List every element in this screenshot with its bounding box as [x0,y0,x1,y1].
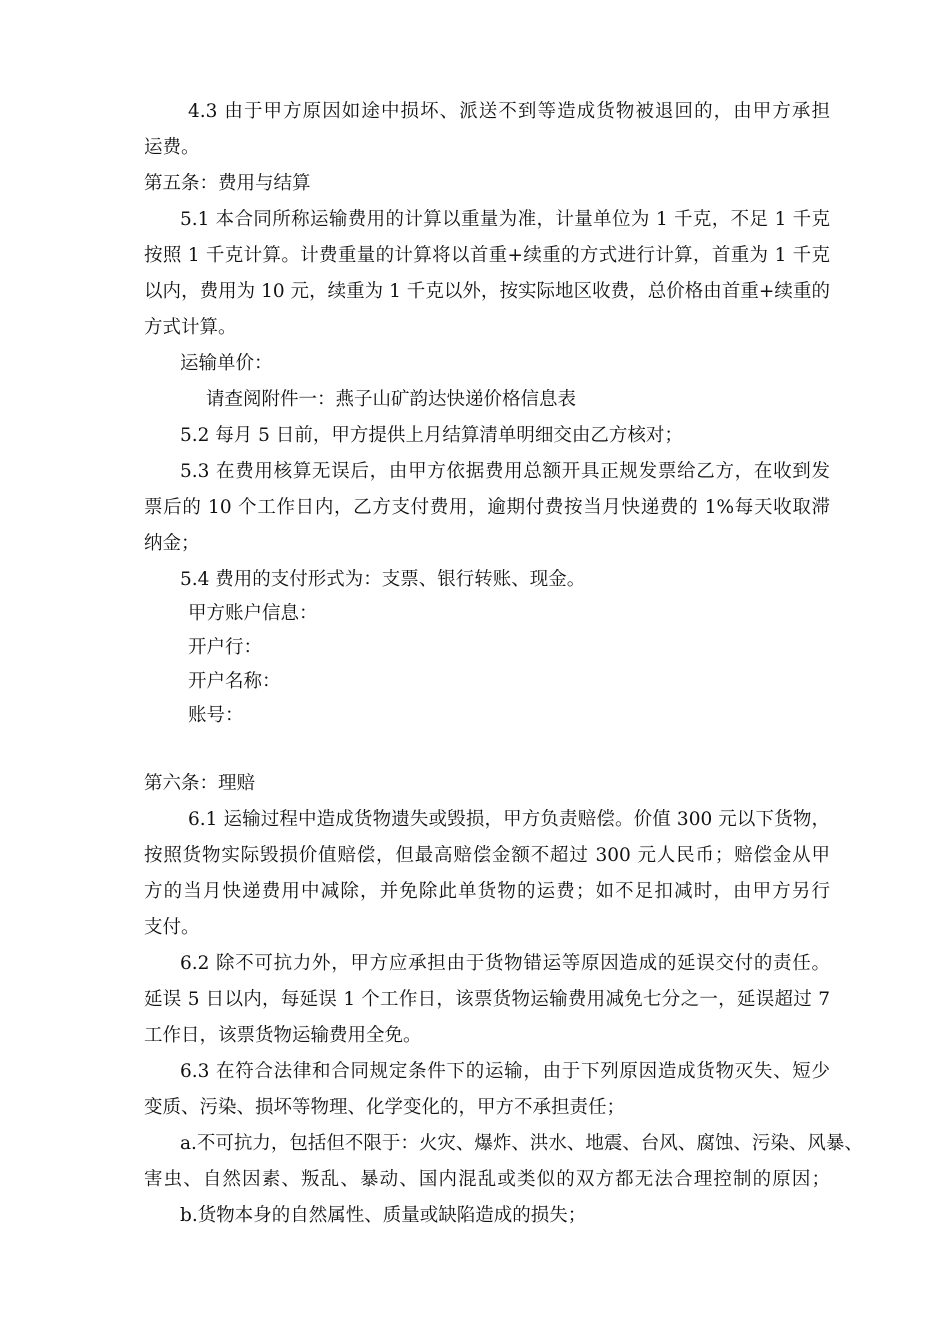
paragraph-6-1-line-3: 方的当月快递费用中减除，并免除此单货物的运费；如不足扣减时，由甲方另行 [144,881,830,902]
paragraph-5-1-line-1: 5.1 本合同所称运输费用的计算以重量为准，计量单位为 1 千克，不足 1 千克 [180,209,830,230]
unit-price-label: 运输单价： [180,353,273,374]
paragraph-5-3-line-1: 5.3 在费用核算无误后，由甲方依据费用总额开具正规发票给乙方，在收到发 [180,461,830,482]
account-info-label: 甲方账户信息： [188,603,318,624]
account-name-label: 开户名称： [188,671,281,692]
paragraph-6-2-line-1: 6.2 除不可抗力外，甲方应承担由于货物错运等原因造成的延误交付的责任。 [180,953,830,974]
bank-label: 开户行： [188,637,263,658]
paragraph-5-3-line-3: 纳金； [144,533,200,554]
attachment-reference: 请查阅附件一：燕子山矿韵达快递价格信息表 [206,389,577,410]
paragraph-6-2-line-2: 延误 5 日以内，每延误 1 个工作日，该票货物运输费用减免七分之一，延误超过 7 [144,989,830,1010]
paragraph-6-1-line-4: 支付。 [144,917,200,938]
item-b: b.货物本身的自然属性、质量或缺陷造成的损失； [180,1205,587,1226]
paragraph-5-1-line-2: 按照 1 千克计算。计费重量的计算将以首重+续重的方式进行计算，首重为 1 千克 [144,245,830,266]
paragraph-6-2-line-3: 工作日，该票货物运输费用全免。 [144,1025,422,1046]
paragraph-6-3-line-1: 6.3 在符合法律和合同规定条件下的运输，由于下列原因造成货物灭失、短少 [180,1061,830,1082]
paragraph-4-3-line-1: 4.3 由于甲方原因如途中损坏、派送不到等造成货物被退回的，由甲方承担 [188,101,830,122]
section-5-heading: 第五条：费用与结算 [144,173,311,194]
paragraph-5-1-line-3: 以内，费用为 10 元，续重为 1 千克以外，按实际地区收费，总价格由首重+续重的 [144,281,830,302]
paragraph-6-1-line-2: 按照货物实际毁损价值赔偿，但最高赔偿金额不超过 300 元人民币；赔偿金从甲 [144,845,830,866]
item-a-line-2: 害虫、自然因素、叛乱、暴动、国内混乱或类似的双方都无法合理控制的原因； [144,1169,830,1190]
item-a-line-1: a.不可抗力，包括但不限于：火灾、爆炸、洪水、地震、台风、腐蚀、污染、风暴、 [180,1133,863,1154]
paragraph-4-3-line-2: 运费。 [144,137,200,158]
paragraph-6-3-line-2: 变质、污染、损坏等物理、化学变化的，甲方不承担责任； [144,1097,626,1118]
paragraph-5-4: 5.4 费用的支付形式为：支票、银行转账、现金。 [180,569,586,590]
account-number-label: 账号： [188,705,244,726]
paragraph-6-1-line-1: 6.1 运输过程中造成货物遗失或毁损，甲方负责赔偿。价值 300 元以下货物， [188,809,830,830]
section-6-heading: 第六条：理赔 [144,773,256,794]
paragraph-5-3-line-2: 票后的 10 个工作日内，乙方支付费用，逾期付费按当月快递费的 1%每天收取滞 [144,497,830,518]
paragraph-5-1-line-4: 方式计算。 [144,317,237,338]
paragraph-5-2: 5.2 每月 5 日前，甲方提供上月结算清单明细交由乙方核对； [180,425,683,446]
